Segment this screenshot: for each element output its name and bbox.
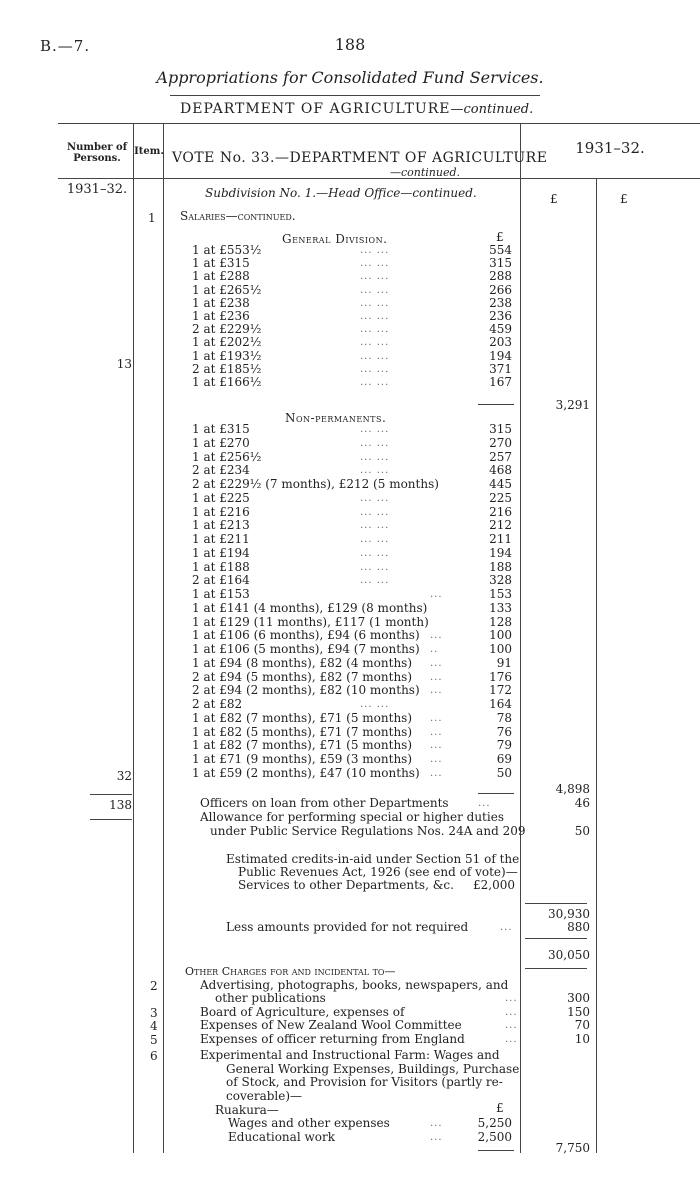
subtotal-rule — [478, 404, 514, 405]
salary-row-amount: 315 — [489, 256, 512, 271]
leader-dots: ... ... — [360, 561, 390, 573]
salary-row-amount: 91 — [496, 655, 512, 670]
salaries-heading: Salaries—continued. — [180, 209, 296, 223]
salary-row-label: 1 at £213 — [192, 518, 250, 533]
leader-dots: ... — [505, 993, 518, 1004]
allowance-line: under Public Service Regulations Nos. 24A and 209 — [210, 824, 526, 838]
salary-row-amount: 288 — [489, 269, 512, 284]
salary-row-amount: 76 — [496, 724, 512, 739]
salary-row-label: 1 at £188 — [192, 559, 250, 574]
ruakura-label: Ruakura— — [215, 1103, 279, 1117]
leader-dots: ... ... — [360, 575, 390, 587]
salary-row-amount: 69 — [496, 752, 512, 766]
salary-row-label: 1 at £166½ — [192, 375, 262, 389]
subtotal-amount: 3,291 — [555, 398, 590, 412]
salary-row-amount: 270 — [489, 435, 512, 450]
leader-dots: ... ... — [360, 377, 390, 388]
salary-row-amount: 100 — [489, 628, 512, 643]
salary-row-label: 1 at £225 — [192, 490, 250, 505]
salary-row-amount: 79 — [496, 738, 512, 753]
salary-row-label: 1 at £238 — [192, 295, 250, 310]
salary-row-label: 1 at £82 (5 months), £71 (7 months) — [192, 724, 413, 739]
item-column-header: Item. — [134, 146, 164, 157]
leader-dots: ... ... — [360, 424, 390, 435]
loan-label: Officers on loan from other Departments — [200, 796, 449, 810]
credits-amount: £2,000 — [473, 878, 515, 892]
salary-row-amount: 176 — [489, 669, 512, 684]
leader-dots: ... ... — [360, 506, 390, 518]
charge-label: Expenses of New Zealand Wool Committee — [200, 1018, 462, 1032]
persons-column-header: Number of Persons. — [66, 142, 128, 164]
salary-row-amount: 225 — [489, 490, 512, 505]
salary-row-label: 2 at £234 — [192, 463, 250, 478]
leader-dots: ... ... — [360, 699, 390, 710]
leader-dots: ... — [500, 922, 513, 933]
item-number: 5 — [150, 1032, 158, 1047]
vote-continued: —continued. — [390, 166, 461, 179]
salary-row-label: 2 at £229½ — [192, 322, 262, 337]
currency-pound: £ — [550, 192, 558, 206]
department-name: DEPARTMENT OF AGRICULTURE — [180, 101, 451, 117]
allowance-amount: 50 — [574, 824, 590, 838]
farm-description-line: Experimental and Instructional Farm: Wages and — [200, 1048, 500, 1062]
subdivision-heading: Subdivision No. 1.—Head Office—continued. — [205, 186, 477, 200]
ruakura-row-label: Educational work — [228, 1129, 335, 1144]
leader-dots: ... ... — [360, 258, 390, 270]
leader-dots: ... — [430, 1118, 443, 1129]
less-amount: 880 — [567, 920, 590, 934]
salary-row-label: 2 at £164 — [192, 573, 250, 588]
salary-row-amount: 167 — [489, 375, 512, 389]
leader-dots: ... ... — [360, 350, 390, 362]
salary-row-label: 1 at £211 — [192, 532, 250, 546]
leader-dots: ... — [430, 740, 443, 752]
salary-row-amount: 172 — [489, 683, 512, 698]
salary-row-amount: 468 — [489, 463, 512, 478]
salary-row-label: 1 at £202½ — [192, 335, 262, 350]
leader-dots: ... — [430, 671, 443, 683]
salary-row-label: 1 at £153 — [192, 587, 250, 601]
leader-dots: ... — [505, 1020, 518, 1031]
salary-row-label: 1 at £256½ — [192, 449, 262, 464]
leader-dots: ... ... — [360, 492, 390, 504]
rule — [58, 178, 700, 179]
leader-dots: ... ... — [360, 297, 390, 309]
salary-row-label: 1 at £82 (7 months), £71 (5 months) — [192, 738, 413, 753]
salary-row-amount: 371 — [489, 361, 512, 376]
salary-row-amount: 188 — [489, 559, 512, 574]
salary-row-label: 1 at £315 — [192, 256, 250, 271]
salary-row-amount: 50 — [496, 765, 512, 780]
salary-row-amount: 212 — [489, 518, 512, 533]
leader-dots: ... — [430, 630, 443, 642]
salary-row-amount: 128 — [489, 614, 512, 629]
salary-row-amount: 133 — [489, 600, 512, 615]
salary-row-label: 1 at £265½ — [192, 282, 262, 297]
credits-line: Public Revenues Act, 1926 (see end of vote)— — [238, 865, 518, 879]
leader-dots: ... — [505, 1006, 518, 1018]
leader-dots: ... — [430, 754, 443, 765]
salary-row-amount: 257 — [489, 449, 512, 464]
salary-row-label: 1 at £193½ — [192, 348, 262, 363]
subtotal-rule — [478, 1150, 514, 1151]
credits-line: Services to other Departments, &c. — [238, 878, 454, 892]
leader-dots: ... — [430, 1131, 443, 1143]
charge-amount: 10 — [574, 1031, 590, 1046]
page-number: 188 — [334, 35, 366, 54]
page-reference: B.—7. — [40, 37, 91, 55]
page-title: Appropriations for Consolidated Fund Services. — [156, 68, 544, 87]
rule — [170, 95, 540, 96]
farm-description-line: General Working Expenses, Buildings, Purchase — [226, 1061, 520, 1076]
subtotal-amount: 4,898 — [555, 782, 590, 796]
charge-label: Board of Agriculture, expenses of — [200, 1004, 405, 1019]
total-rule — [525, 903, 587, 904]
department-continued: —continued. — [450, 102, 534, 117]
charge-amount: 300 — [567, 991, 590, 1005]
leader-dots: ... ... — [360, 451, 390, 463]
salary-row-label: 1 at £94 (8 months), £82 (4 months) — [192, 655, 413, 670]
salary-row-label: 1 at £216 — [192, 504, 250, 519]
salary-row-amount: 203 — [489, 335, 512, 350]
charge-label: other publications — [215, 991, 326, 1005]
persons-rule — [90, 819, 132, 820]
salary-row-amount: 238 — [489, 295, 512, 310]
item-number: 4 — [150, 1019, 158, 1033]
credits-line: Estimated credits-in-aid under Section 51 of the — [226, 852, 520, 866]
leader-dots: ... ... — [360, 284, 390, 296]
leader-dots: ... ... — [360, 337, 390, 349]
leader-dots: ... — [505, 1033, 518, 1045]
item-number: 2 — [150, 979, 158, 993]
leader-dots: ... ... — [360, 534, 390, 545]
salary-row-amount: 194 — [489, 348, 512, 363]
charge-amount: 70 — [574, 1018, 590, 1032]
rule — [58, 123, 700, 124]
leader-dots: ... — [430, 657, 443, 669]
leader-dots: ... — [430, 685, 443, 697]
salary-row-label: 1 at £129 (11 months), £117 (1 month) — [192, 614, 429, 629]
department-heading — [180, 101, 534, 117]
item-number: 1 — [148, 211, 156, 225]
leader-dots: ... ... — [360, 271, 390, 283]
leader-dots: ... — [478, 798, 491, 809]
salary-row-label: 2 at £94 (2 months), £82 (10 months) — [192, 683, 420, 698]
leader-dots: ... ... — [360, 245, 390, 256]
charge-label: Advertising, photographs, books, newspapers, and — [200, 978, 509, 992]
persons-rule — [90, 794, 132, 795]
salary-row-label: 1 at £236 — [192, 309, 250, 323]
salary-row-amount: 194 — [489, 545, 512, 560]
loan-amount: 46 — [574, 796, 590, 810]
currency-pound: £ — [496, 1101, 504, 1115]
leader-dots: ... ... — [360, 520, 390, 532]
salary-row-amount: 153 — [489, 587, 512, 601]
total-rule — [525, 968, 587, 969]
salary-row-amount: 554 — [489, 243, 512, 257]
other-charges-heading: Other Charges for and incidental to— — [185, 965, 396, 978]
leader-dots: ... — [430, 712, 443, 724]
salary-row-label: 1 at £141 (4 months), £129 (8 months) — [192, 600, 428, 615]
persons-count: 32 — [116, 769, 132, 783]
salary-row-amount: 78 — [496, 710, 512, 725]
salary-row-label: 2 at £82 — [192, 697, 243, 711]
leader-dots: ... ... — [360, 311, 390, 322]
salary-row-amount: 211 — [489, 532, 512, 546]
salary-row-amount: 216 — [489, 504, 512, 519]
leader-dots: ... — [430, 726, 443, 738]
farm-description-line: of Stock, and Provision for Visitors (partly re- — [226, 1075, 503, 1089]
ruakura-row-amount: 2,500 — [477, 1129, 512, 1144]
less-label: Less amounts provided for not required — [226, 920, 469, 934]
charge-label: Expenses of officer returning from England — [200, 1031, 465, 1046]
salary-row-label: 1 at £315 — [192, 422, 250, 436]
leader-dots: ... — [430, 767, 443, 779]
column-divider — [163, 123, 164, 1153]
general-division-heading: General Division. — [282, 232, 388, 246]
salary-row-amount: 266 — [489, 282, 512, 297]
year-column-header: 1931–32. — [575, 139, 645, 157]
salary-row-label: 1 at £82 (7 months), £71 (5 months) — [192, 710, 413, 725]
total-rule — [525, 938, 587, 939]
salary-row-label: 1 at £194 — [192, 545, 250, 560]
salary-row-label: 1 at £106 (6 months), £94 (6 months) — [192, 628, 420, 643]
currency-pound: £ — [620, 192, 628, 206]
salary-row-amount: 459 — [489, 322, 512, 337]
charge-amount: 150 — [567, 1004, 590, 1019]
salary-row-label: 2 at £94 (5 months), £82 (7 months) — [192, 669, 413, 684]
column-divider — [596, 178, 597, 1153]
total-persons: 138 — [109, 798, 132, 812]
salary-row-label: 1 at £553½ — [192, 243, 262, 257]
salary-row-label: 1 at £106 (5 months), £94 (7 months) — [192, 642, 420, 656]
farm-description-line: coverable)— — [226, 1088, 303, 1103]
persons-year: 1931–32. — [66, 182, 128, 197]
currency-pound: £ — [496, 230, 504, 244]
item-number: 6 — [150, 1049, 158, 1063]
salary-row-amount: 328 — [489, 573, 512, 588]
leader-dots: ... ... — [360, 363, 390, 375]
leader-dots: ... ... — [360, 547, 390, 559]
allowance-line: Allowance for performing special or higher duties — [200, 810, 504, 824]
leader-dots: ... ... — [360, 324, 390, 336]
gross-total: 30,930 — [548, 907, 590, 921]
leader-dots: ... ... — [360, 437, 390, 449]
leader-dots: ... ... — [360, 465, 390, 477]
salary-row-amount: 100 — [489, 642, 512, 656]
salary-row-label: 1 at £270 — [192, 435, 250, 450]
salary-row-label: 1 at £59 (2 months), £47 (10 months) — [192, 765, 420, 780]
leader-dots: .. — [430, 644, 439, 655]
salary-row-label: 2 at £185½ — [192, 361, 262, 376]
non-permanents-heading: Non-permanents. — [285, 411, 387, 425]
net-total: 30,050 — [548, 948, 590, 962]
salary-row-amount: 164 — [489, 697, 512, 711]
ruakura-row-amount: 5,250 — [477, 1116, 512, 1130]
ruakura-row-label: Wages and other expenses — [228, 1116, 390, 1130]
salary-row-amount: 445 — [489, 477, 512, 491]
salary-row-amount: 236 — [489, 309, 512, 323]
item-number: 3 — [150, 1005, 158, 1020]
salary-row-label: 1 at £71 (9 months), £59 (3 months) — [192, 752, 413, 766]
persons-count: 13 — [116, 357, 132, 371]
leader-dots: ... — [430, 589, 443, 600]
ruakura-total: 7,750 — [555, 1141, 590, 1155]
salary-row-label: 2 at £229½ (7 months), £212 (5 months) — [192, 477, 439, 491]
vote-title: VOTE No. 33.—DEPARTMENT OF AGRICULTURE — [172, 150, 548, 166]
salary-row-label: 1 at £288 — [192, 269, 250, 284]
salary-row-amount: 315 — [489, 422, 512, 436]
column-divider — [133, 123, 134, 1153]
subtotal-rule — [478, 793, 514, 794]
